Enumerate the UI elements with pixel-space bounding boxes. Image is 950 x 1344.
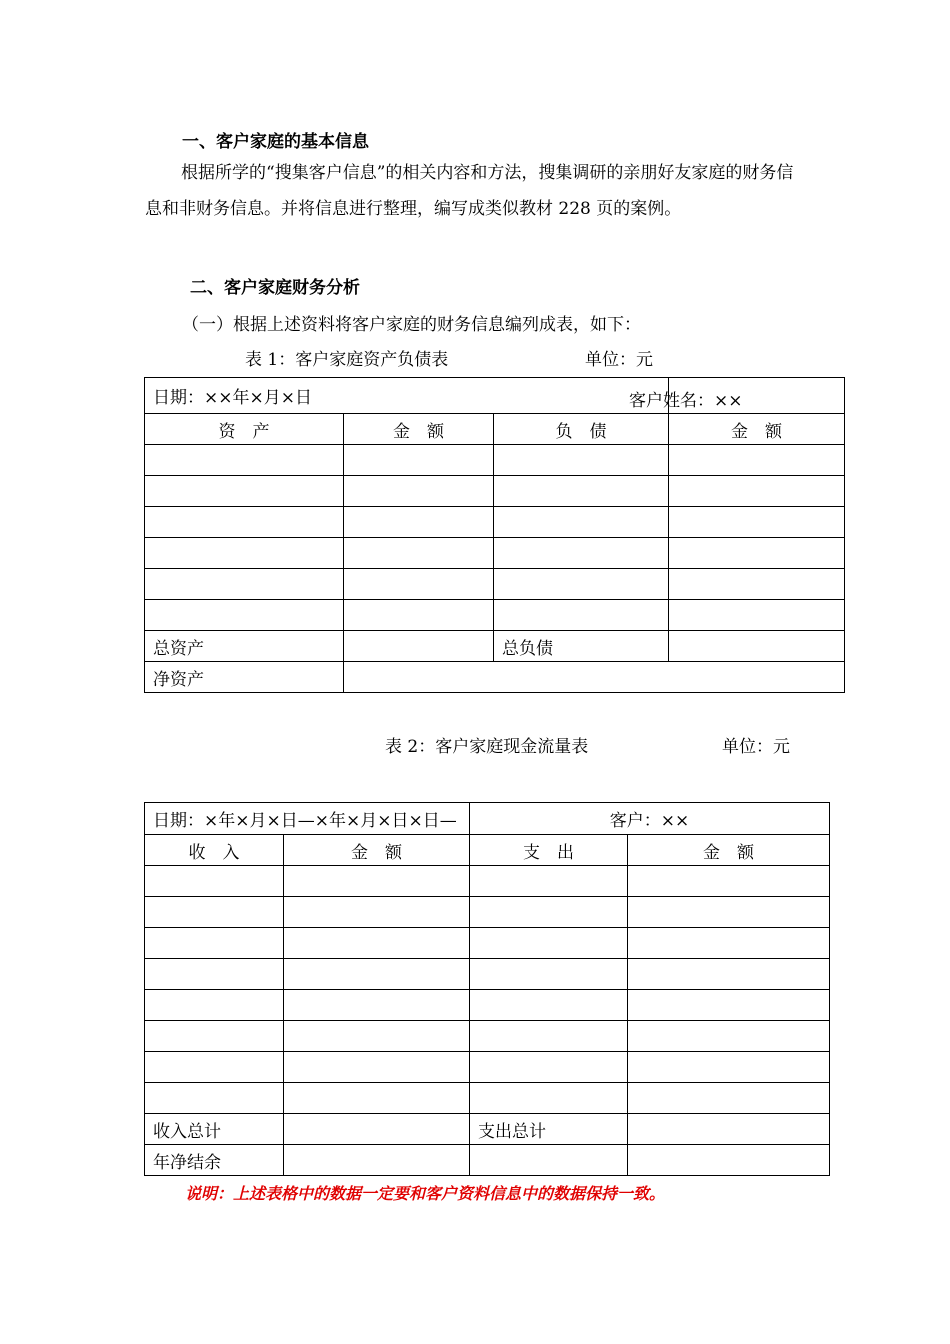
total-liabilities-label: 总负债 — [494, 631, 669, 662]
header-liabilities: 负 债 — [494, 414, 669, 445]
table-row — [145, 1083, 830, 1114]
table-row — [145, 897, 830, 928]
header-amount: 金 额 — [344, 414, 494, 445]
table-row — [145, 378, 845, 414]
table-row — [145, 928, 830, 959]
section1-heading: 一、客户家庭的基本信息 — [182, 132, 369, 152]
table-row — [145, 1021, 830, 1052]
table-row — [145, 990, 830, 1021]
balance-sheet-table — [144, 377, 845, 693]
table-row — [145, 445, 845, 476]
table-row — [145, 569, 845, 600]
table-row — [145, 476, 845, 507]
table-row — [145, 414, 845, 445]
table-row — [145, 600, 845, 631]
table-row — [145, 803, 830, 835]
header-amount: 金 额 — [669, 414, 845, 445]
table-row — [145, 507, 845, 538]
table-row — [145, 631, 845, 662]
total-income-label: 收入总计 — [145, 1114, 284, 1145]
annual-net-label: 年净结余 — [145, 1145, 284, 1176]
table1-date: 日期：××年×月×日 — [145, 378, 669, 414]
table-row — [145, 538, 845, 569]
header-expense: 支 出 — [470, 835, 628, 866]
table1-client: 客户姓名：×× — [629, 391, 743, 411]
note-text: 说明：上述表格中的数据一定要和客户资料信息中的数据保持一致。 — [185, 1184, 666, 1203]
table2-client: 客户：×× — [470, 803, 830, 835]
header-assets: 资 产 — [145, 414, 344, 445]
table-row — [145, 662, 845, 693]
header-amount: 金 额 — [628, 835, 830, 866]
cash-flow-table — [144, 802, 830, 1176]
table-row — [145, 959, 830, 990]
section2-intro: （一）根据上述资料将客户家庭的财务信息编列成表，如下： — [182, 315, 641, 335]
table-row — [145, 835, 830, 866]
table2-date: 日期：×年×月×日—×年×月×日×日— — [145, 803, 470, 835]
section1-paragraph: 根据所学的“搜集客户信息”的相关内容和方法，搜集调研的亲朋好友家庭的财务信息和非财务信息。并将信息进行整理，编写成类似教材 228 页的案例。 — [145, 163, 794, 219]
section2-heading: 二、客户家庭财务分析 — [190, 278, 360, 298]
net-assets-label: 净资产 — [145, 662, 344, 693]
total-assets-label: 总资产 — [145, 631, 344, 662]
table1-caption: 表 1：客户家庭资产负债表 — [245, 350, 449, 370]
table-row — [145, 1114, 830, 1145]
header-income: 收 入 — [145, 835, 284, 866]
table2-caption: 表 2：客户家庭现金流量表 — [385, 737, 589, 757]
table2-unit: 单位：元 — [722, 737, 790, 757]
table-row — [145, 1052, 830, 1083]
table1-unit: 单位：元 — [585, 350, 653, 370]
total-expense-label: 支出总计 — [470, 1114, 628, 1145]
table-row — [145, 866, 830, 897]
header-amount: 金 额 — [284, 835, 470, 866]
table-row — [145, 1145, 830, 1176]
